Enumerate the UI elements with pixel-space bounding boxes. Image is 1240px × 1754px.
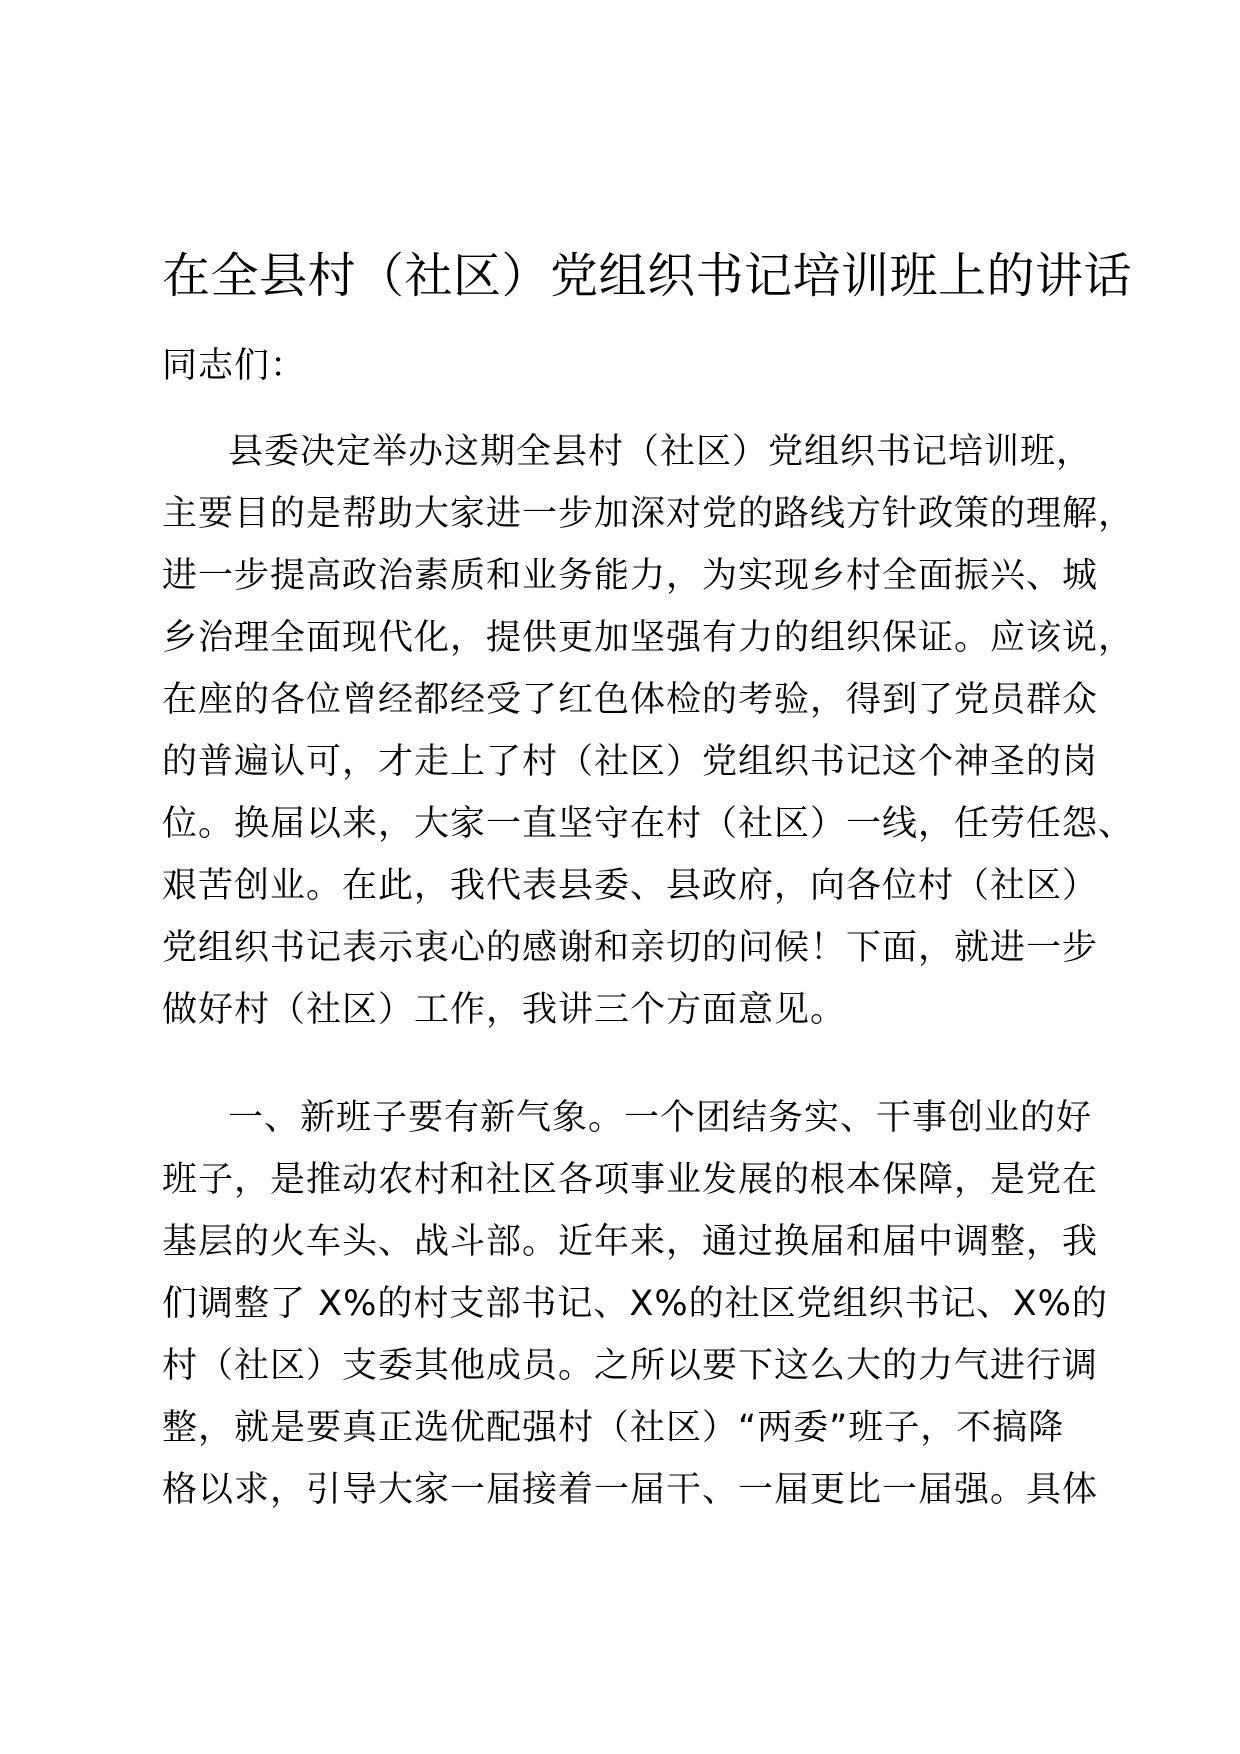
paragraph-2-line-2: 班子，是推动农村和社区各项事业发展的根本保障，是党在	[162, 1160, 1099, 1200]
paragraph-2-line-3: 基层的火车头、战斗部。近年来，通过换届和届中调整，我	[162, 1222, 1099, 1262]
paragraph-1-line-2: 主要目的是帮助大家进一步加深对党的路线方针政策的理解，	[162, 494, 1135, 534]
paragraph-2-line-1: 一、新班子要有新气象。一个团结务实、干事创业的好	[228, 1098, 1093, 1138]
paragraph-2-line-6: 整，就是要真正选优配强村（社区）“两委”班子，不搞降	[162, 1408, 1065, 1448]
paragraph-1-line-1: 县委决定举办这期全县村（社区）党组织书记培训班，	[228, 432, 1093, 472]
paragraph-1-line-9: 党组织书记表示衷心的感谢和亲切的问候！下面，就进一步	[162, 928, 1099, 968]
paragraph-1-line-10: 做好村（社区）工作，我讲三个方面意见。	[162, 990, 847, 1030]
paragraph-2-line-4: 们调整了 X%的村支部书记、X%的社区党组织书记、X%的	[162, 1284, 1108, 1324]
paragraph-1-line-8: 艰苦创业。在此，我代表县委、县政府，向各位村（社区）	[162, 866, 1099, 906]
paragraph-1-line-5: 在座的各位曾经都经受了红色体检的考验，得到了党员群众	[162, 680, 1099, 720]
paragraph-1-line-4: 乡治理全面现代化，提供更加坚强有力的组织保证。应该说，	[162, 618, 1135, 658]
paragraph-2-line-7: 格以求，引导大家一届接着一届干、一届更比一届强。具体	[162, 1470, 1099, 1510]
paragraph-2-line-5: 村（社区）支委其他成员。之所以要下这么大的力气进行调	[162, 1346, 1099, 1386]
document-title: 在全县村（社区）党组织书记培训班上的讲话	[162, 248, 1133, 304]
paragraph-1-line-6: 的普遍认可，才走上了村（社区）党组织书记这个神圣的岗	[162, 742, 1099, 782]
salutation: 同志们：	[162, 346, 307, 386]
paragraph-1-line-3: 进一步提高政治素质和业务能力，为实现乡村全面振兴、城	[162, 556, 1099, 596]
paragraph-1-line-7: 位。换届以来，大家一直坚守在村（社区）一线，任劳任怨、	[162, 804, 1135, 844]
